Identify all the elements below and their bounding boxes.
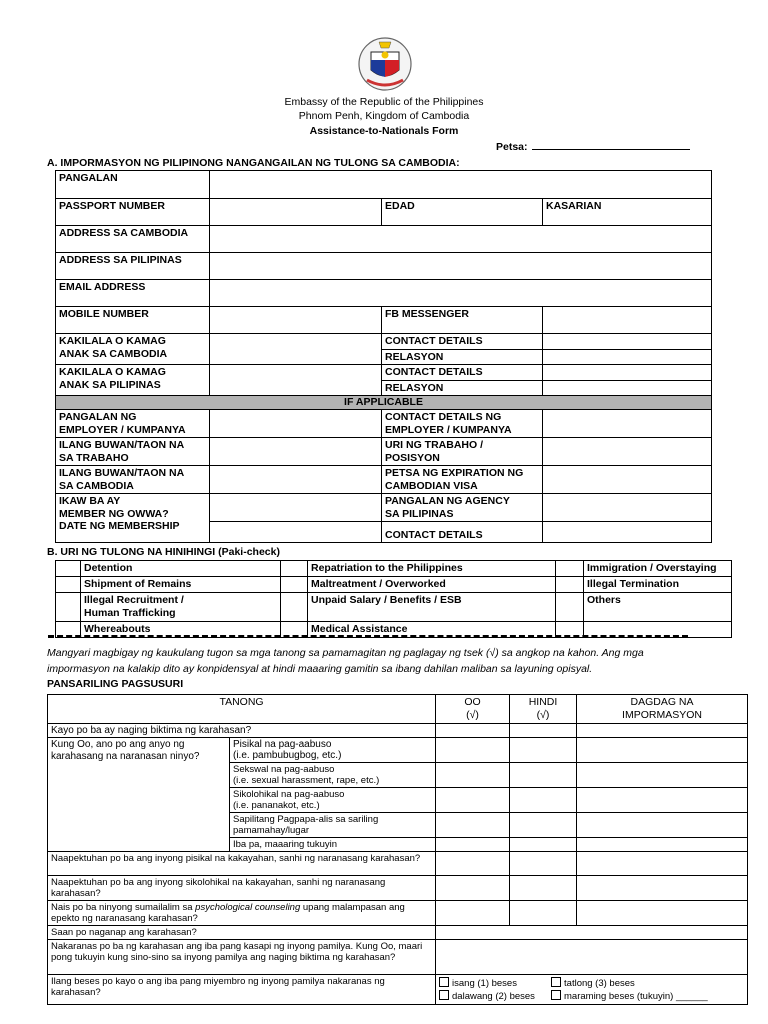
q5-hindi-cell[interactable] bbox=[510, 901, 577, 926]
q2-sapilitang-line1: Sapilitang Pagpapa-alis sa sariling bbox=[233, 814, 379, 825]
q2-sekswal-line1: Sekswal na pag-aabuso bbox=[233, 764, 335, 775]
q5-text-c: upang malampasan ang epekto ng naranasang karahasan? bbox=[51, 902, 405, 924]
email-field[interactable] bbox=[210, 280, 712, 307]
kamag-pilipinas-label bbox=[56, 365, 210, 396]
agency-contact-label: CONTACT DETAILS bbox=[382, 522, 543, 543]
passport-field[interactable] bbox=[210, 199, 382, 226]
q8-option-maraming[interactable] bbox=[551, 990, 708, 1003]
q8-tatlong-label: tatlong (3) beses bbox=[564, 978, 635, 989]
embassy-location: Phnom Penh, Kingdom of Cambodia bbox=[298, 110, 470, 122]
q5-text-italic: psychological counseling bbox=[195, 902, 301, 913]
section-a-title: A. IMPORMASYON NG PILIPINONG NANGANGAILAN NG TULONG SA CAMBODIA: bbox=[47, 157, 460, 169]
employer-line1: PANGALAN NG bbox=[59, 411, 137, 423]
q8-option-isang[interactable] bbox=[439, 977, 551, 990]
unpaid-salary-checkbox[interactable] bbox=[281, 593, 308, 622]
q2-option-sapilitang bbox=[230, 813, 436, 838]
termination-label: Illegal Termination bbox=[584, 577, 732, 593]
recruitment-checkbox[interactable] bbox=[56, 593, 81, 622]
cut-line-divider bbox=[48, 635, 688, 639]
kamag-cambodia-line1: KAKILALA O KAMAG bbox=[59, 335, 166, 347]
owwa-line3: DATE NG MEMBERSHIP bbox=[59, 520, 180, 532]
agency-field[interactable] bbox=[543, 494, 712, 522]
checkbox-icon[interactable] bbox=[551, 990, 561, 1000]
question-4: Naapektuhan po ba ang inyong sikolohikal na kakayahan, sanhi ng naranasang karahasan? bbox=[48, 876, 436, 901]
employer-contact-line1: CONTACT DETAILS NG bbox=[385, 411, 502, 423]
uri-trabaho-field[interactable] bbox=[543, 438, 712, 466]
owwa-field[interactable] bbox=[210, 494, 382, 522]
section-b-title: B. URI NG TULONG NA HINIHINGI (Paki-check) bbox=[47, 546, 280, 558]
relasyon-field[interactable] bbox=[543, 380, 712, 396]
owwa-line2: MEMBER NG OWWA? bbox=[59, 507, 169, 520]
q2-sikolohikal-oo[interactable] bbox=[436, 788, 510, 813]
kamag-pilipinas-line2: ANAK SA PILIPINAS bbox=[59, 378, 161, 391]
q5-oo-cell[interactable] bbox=[436, 901, 510, 926]
agency-line1: PANGALAN NG AGENCY bbox=[385, 495, 510, 507]
others-checkbox[interactable] bbox=[556, 593, 584, 622]
q2-iba-pa-hindi[interactable] bbox=[510, 838, 577, 852]
q2-sapilitang-dagdag[interactable] bbox=[577, 813, 748, 838]
q2-sekswal-hindi[interactable] bbox=[510, 763, 577, 788]
q2-sikolohikal-hindi[interactable] bbox=[510, 788, 577, 813]
recruitment-label: Illegal Recruitment / Human Trafficking bbox=[81, 593, 281, 622]
q2-sekswal-oo[interactable] bbox=[436, 763, 510, 788]
section-b-table bbox=[55, 560, 732, 638]
passport-label: PASSPORT NUMBER bbox=[56, 199, 210, 226]
note-line2: impormasyon na kalakip dito ay konpidensyal at hindi maaaring gamitin sa ibang dahilan maliban sa layuning opisyal. bbox=[47, 663, 593, 675]
buwan-cambodia-line1: ILANG BUWAN/TAON NA bbox=[59, 467, 185, 479]
kamag-cambodia-label bbox=[56, 334, 210, 365]
q3-oo-cell[interactable] bbox=[436, 852, 510, 876]
pangalan-label: PANGALAN bbox=[56, 171, 210, 199]
agency-line2: SA PILIPINAS bbox=[385, 507, 454, 520]
kasarian-label: KASARIAN bbox=[543, 199, 712, 226]
relasyon-label: RELASYON bbox=[382, 349, 543, 365]
buwan-cambodia-label bbox=[56, 466, 210, 494]
employer-label bbox=[56, 410, 210, 438]
q2-pisikal-hindi[interactable] bbox=[510, 738, 577, 763]
employer-line2: EMPLOYER / KUMPANYA bbox=[59, 423, 186, 436]
buwan-trabaho-line1: ILANG BUWAN/TAON NA bbox=[59, 439, 185, 451]
form-title: Assistance-to-Nationals Form bbox=[309, 125, 459, 137]
repatriation-checkbox[interactable] bbox=[281, 561, 308, 577]
col-hindi-line2: (√) bbox=[536, 709, 550, 721]
question-8: Ilang beses po kayo o ang iba pang miyembro ng inyong pamilya nakaranas ng karahasan? bbox=[48, 975, 436, 1005]
contact-details-field[interactable] bbox=[543, 334, 712, 350]
kamag-pilipinas-field[interactable] bbox=[210, 365, 382, 396]
visa-label bbox=[382, 466, 543, 494]
q4-hindi-cell[interactable] bbox=[510, 876, 577, 901]
question-3: Naapektuhan po ba ang inyong pisikal na kakayahan, sanhi ng naranasang karahasan? bbox=[48, 852, 436, 876]
self-assessment-table bbox=[47, 694, 748, 1005]
checkbox-icon[interactable] bbox=[439, 977, 449, 987]
q2-option-sekswal bbox=[230, 763, 436, 788]
employer-contact-line2: EMPLOYER / KUMPANYA bbox=[385, 423, 512, 436]
kamag-cambodia-field[interactable] bbox=[210, 334, 382, 365]
buwan-trabaho-line2: SA TRABAHO bbox=[59, 451, 129, 464]
buwan-trabaho-field[interactable] bbox=[210, 438, 382, 466]
embassy-name: Embassy of the Republic of the Philippines bbox=[284, 96, 484, 108]
q4-oo-cell[interactable] bbox=[436, 876, 510, 901]
visa-line1: PETSA NG EXPIRATION NG bbox=[385, 467, 524, 479]
q2-option-sikolohikal bbox=[230, 788, 436, 813]
uri-trabaho-line1: URI NG TRABAHO / bbox=[385, 439, 483, 451]
immigration-label: Immigration / Overstaying bbox=[584, 561, 732, 577]
contact-details-label: CONTACT DETAILS bbox=[382, 365, 543, 381]
uri-trabaho-label bbox=[382, 438, 543, 466]
fb-field[interactable] bbox=[543, 307, 712, 334]
checkbox-icon[interactable] bbox=[439, 990, 449, 1000]
q7-answer-cell[interactable] bbox=[436, 940, 748, 975]
buwan-cambodia-field[interactable] bbox=[210, 466, 382, 494]
q5-dagdag-cell[interactable] bbox=[577, 901, 748, 926]
q2-sikolohikal-line2: (i.e. pananakot, etc.) bbox=[233, 800, 320, 811]
termination-checkbox[interactable] bbox=[556, 577, 584, 593]
edad-label: EDAD bbox=[382, 199, 543, 226]
pangalan-field[interactable] bbox=[210, 171, 712, 199]
email-label: EMAIL ADDRESS bbox=[56, 280, 210, 307]
owwa-label bbox=[56, 494, 210, 543]
q2-iba-pa-oo[interactable] bbox=[436, 838, 510, 852]
q2-sikolohikal-line1: Sikolohikal na pag-aabuso bbox=[233, 789, 345, 800]
section-a-table bbox=[55, 170, 712, 543]
q8-isang-label: isang (1) beses bbox=[452, 978, 517, 989]
petsa-field[interactable] bbox=[496, 140, 690, 153]
address-cambodia-label: ADDRESS SA CAMBODIA bbox=[56, 226, 210, 253]
q2-sekswal-line2: (i.e. sexual harassment, rape, etc.) bbox=[233, 775, 380, 786]
kamag-cambodia-line2: ANAK SA CAMBODIA bbox=[59, 347, 168, 360]
petsa-line[interactable] bbox=[532, 140, 690, 150]
address-pilipinas-field[interactable] bbox=[210, 253, 712, 280]
unpaid-salary-label: Unpaid Salary / Benefits / ESB bbox=[308, 593, 556, 622]
shipment-label: Shipment of Remains bbox=[81, 577, 281, 593]
question-1: Kayo po ba ay naging biktima ng karahasan? bbox=[48, 724, 436, 738]
mobile-field[interactable] bbox=[210, 307, 382, 334]
col-oo-line2: (√) bbox=[466, 709, 479, 721]
checkbox-icon[interactable] bbox=[551, 977, 561, 987]
q1-oo-cell[interactable] bbox=[436, 724, 510, 738]
q8-maraming-label: maraming beses (tukuyin) ______ bbox=[564, 991, 708, 1002]
q2-sapilitang-hindi[interactable] bbox=[510, 813, 577, 838]
mobile-label: MOBILE NUMBER bbox=[56, 307, 210, 334]
col-dagdag-line1: DAGDAG NA bbox=[630, 696, 694, 708]
relasyon-label: RELASYON bbox=[382, 380, 543, 396]
maltreatment-label: Maltreatment / Overworked bbox=[308, 577, 556, 593]
col-oo-line1: OO bbox=[464, 696, 481, 708]
owwa-date-field[interactable] bbox=[210, 522, 382, 543]
contact-details-label: CONTACT DETAILS bbox=[382, 334, 543, 350]
agency-label bbox=[382, 494, 543, 522]
q2-pisikal-line2: (i.e. pambubugbog, etc.) bbox=[233, 750, 342, 761]
q8-option-tatlong[interactable] bbox=[551, 977, 635, 990]
relasyon-field[interactable] bbox=[543, 349, 712, 365]
col-dagdag bbox=[577, 695, 748, 724]
q8-options bbox=[436, 975, 748, 1005]
employer-contact-field[interactable] bbox=[543, 410, 712, 438]
uri-trabaho-line2: POSISYON bbox=[385, 451, 440, 464]
q8-dalawang-label: dalawang (2) beses bbox=[452, 991, 535, 1002]
note-line1: Mangyari magbigay ng kaukulang tugon sa mga tanong sa pamamagitan ng paglagay ng tsek (√) sa angkop na kahon. Ang mga bbox=[47, 647, 644, 659]
col-dagdag-line2: IMPORMASYON bbox=[622, 709, 702, 721]
q2-pisikal-line1: Pisikal na pag-aabuso bbox=[233, 739, 332, 750]
maltreatment-checkbox[interactable] bbox=[281, 577, 308, 593]
contact-details-field[interactable] bbox=[543, 365, 712, 381]
q2-option-iba-pa: Iba pa, maaaring tukuyin bbox=[230, 838, 436, 852]
medical-label: Medical Assistance bbox=[308, 622, 556, 638]
col-hindi-line1: HINDI bbox=[528, 696, 558, 708]
detention-checkbox[interactable] bbox=[56, 561, 81, 577]
address-pilipinas-label: ADDRESS SA PILIPINAS bbox=[56, 253, 210, 280]
q3-dagdag-cell[interactable] bbox=[577, 852, 748, 876]
col-tanong: TANONG bbox=[48, 695, 436, 724]
employer-contact-label bbox=[382, 410, 543, 438]
address-cambodia-field[interactable] bbox=[210, 226, 712, 253]
philippine-seal-logo bbox=[357, 34, 413, 92]
q2-sapilitang-oo[interactable] bbox=[436, 813, 510, 838]
q2-sekswal-dagdag[interactable] bbox=[577, 763, 748, 788]
owwa-line1: IKAW BA AY bbox=[59, 495, 121, 507]
section-c-title: PANSARILING PAGSUSURI bbox=[47, 678, 184, 690]
q8-option-dalawang[interactable] bbox=[439, 990, 551, 1003]
buwan-cambodia-line2: SA CAMBODIA bbox=[59, 479, 134, 492]
question-5 bbox=[48, 901, 436, 926]
agency-contact-field[interactable] bbox=[543, 522, 712, 543]
petsa-label: Petsa: bbox=[496, 141, 528, 153]
question-2: Kung Oo, ano po ang anyo ng karahasang na naranasan ninyo? bbox=[48, 738, 230, 852]
shipment-checkbox[interactable] bbox=[56, 577, 81, 593]
question-6: Saan po naganap ang karahasan? bbox=[48, 926, 436, 940]
fb-label: FB MESSENGER bbox=[382, 307, 543, 334]
q2-pisikal-oo[interactable] bbox=[436, 738, 510, 763]
q2-sapilitang-line2: pamamahay/lugar bbox=[233, 825, 310, 836]
whereabouts-label: Whereabouts bbox=[81, 622, 281, 638]
q2-option-pisikal bbox=[230, 738, 436, 763]
kamag-pilipinas-line1: KAKILALA O KAMAG bbox=[59, 366, 166, 378]
if-applicable-banner: IF APPLICABLE bbox=[56, 396, 712, 410]
q5-text-a: Nais po ba ninyong sumailalim sa bbox=[51, 902, 196, 913]
q6-answer-cell[interactable] bbox=[436, 926, 748, 940]
visa-field[interactable] bbox=[543, 466, 712, 494]
q2-sikolohikal-dagdag[interactable] bbox=[577, 788, 748, 813]
q2-iba-pa-dagdag[interactable] bbox=[577, 838, 748, 852]
q1-hindi-cell[interactable] bbox=[510, 724, 577, 738]
visa-line2: CAMBODIAN VISA bbox=[385, 479, 478, 492]
repatriation-label: Repatriation to the Philippines bbox=[308, 561, 556, 577]
immigration-checkbox[interactable] bbox=[556, 561, 584, 577]
q1-dagdag-cell[interactable] bbox=[577, 724, 748, 738]
col-oo bbox=[436, 695, 510, 724]
col-hindi bbox=[510, 695, 577, 724]
q3-hindi-cell[interactable] bbox=[510, 852, 577, 876]
others-label: Others bbox=[584, 593, 732, 622]
q2-pisikal-dagdag[interactable] bbox=[577, 738, 748, 763]
q4-dagdag-cell[interactable] bbox=[577, 876, 748, 901]
question-7: Nakaranas po ba ng karahasan ang iba pang kasapi ng inyong pamilya. Kung Oo, maari pong tukuyin kung sino-sino sa inyong pamilya ang naging biktima ng karahasan? bbox=[48, 940, 436, 975]
buwan-trabaho-label bbox=[56, 438, 210, 466]
employer-field[interactable] bbox=[210, 410, 382, 438]
detention-label: Detention bbox=[81, 561, 281, 577]
